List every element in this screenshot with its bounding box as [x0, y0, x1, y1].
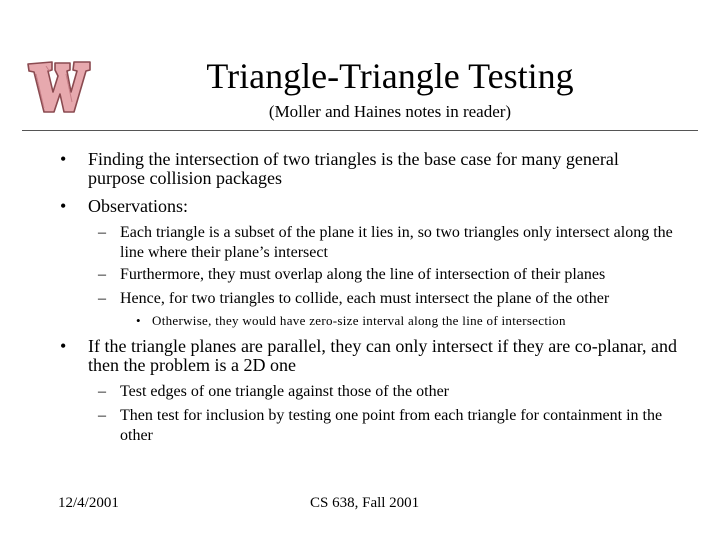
sub-bullet-marker: – — [98, 383, 106, 400]
sub-sub-bullet-marker: • — [136, 313, 141, 328]
bullet-text: Finding the intersection of two triangles is the base case for many general purpose collision packages — [88, 149, 619, 188]
sub-bullet-text: Then test for inclusion by testing one point from each triangle for containment in the other — [120, 407, 663, 444]
sub-bullet-marker: – — [98, 290, 106, 307]
sub-bullet-text: Furthermore, they must overlap along the line of intersection of their planes — [120, 266, 606, 283]
footer-date: 12/4/2001 — [58, 495, 119, 511]
bullet-marker: • — [60, 336, 67, 356]
slide-title: Triangle-Triangle Testing — [206, 56, 574, 96]
sub-bullet-marker: – — [98, 407, 106, 424]
sub-bullet-text: Test edges of one triangle against those of the other — [120, 383, 449, 400]
sub-bullet-marker: – — [98, 266, 106, 283]
sub-bullet-text: Hence, for two triangles to collide, each must intersect the plane of the other — [120, 290, 610, 307]
bullet-text: If the triangle planes are parallel, they can only intersect if they are co-planar, and then the problem is a 2D one — [88, 336, 677, 375]
slide-subtitle: (Moller and Haines notes in reader) — [268, 102, 512, 121]
bullet-text: Observations: — [88, 196, 188, 216]
footer-course: CS 638, Fall 2001 — [310, 495, 420, 511]
sub-sub-bullet-text: Otherwise, they would have zero-size interval along the line of intersection — [152, 313, 566, 328]
sub-bullet-marker: – — [98, 224, 106, 241]
sub-bullet-text: Each triangle is a subset of the plane it lies in, so two triangles only intersect along the line where their plane’s intersect — [120, 224, 673, 261]
bullet-marker: • — [60, 196, 67, 216]
bullet-marker: • — [60, 149, 67, 169]
